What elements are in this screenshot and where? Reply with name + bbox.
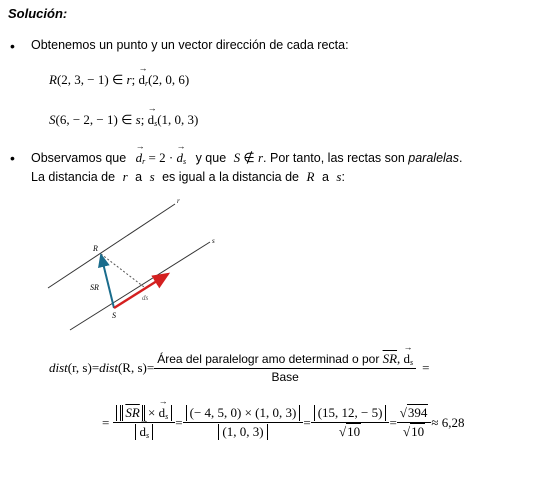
label-r: r <box>177 197 180 205</box>
vector-SR <box>101 255 114 308</box>
parallel-lines-diagram <box>40 192 230 342</box>
equation-r: R(2, 3, − 1) ∈ r; → $d_r(2$, 0, 6) <box>49 72 189 88</box>
vector-ds: → $d_s$ <box>176 150 186 166</box>
label-R: R <box>93 244 98 253</box>
bullet2-text: Observamos que → $d_r = 2$ · → $d_s$ y que S ∉ r. Por tanto, las rectas son paralelas. <box>31 150 463 166</box>
label-s: s <box>212 237 215 245</box>
numeric-fraction-3: $\frac{√394}{√10}$ <box>397 405 432 440</box>
vector-dr: → $d_r$ <box>138 72 148 88</box>
page-title: Solución: <box>8 6 68 21</box>
distance-sentence: La distancia de r a s es igual a la distancia de R a s: <box>31 169 345 184</box>
label-SR: SR <box>90 283 99 292</box>
equation-s: S(6, − 2, − 1) ∈ s; → $d_s(1$, 0, 3) <box>49 112 198 128</box>
distance-formula-2: = $\overline{SR}$ × → $d_s$ → $d_s$ = $\frac{(- 4, 5, 0) \times (1, 0, 3)}{(1, 0, 3)}$ = $\frac{(15, 12, - 5)}{√10}$ = $\frac{√394}{√10}$ ≈ 6,28 <box>102 405 465 440</box>
bullet-marker: • <box>10 150 15 166</box>
bullet1-text: Obtenemos un punto y un vector dirección de cada recta: <box>31 38 349 52</box>
label-S: S <box>112 311 116 320</box>
label-ds: ds <box>142 294 149 302</box>
numeric-fraction-1: $\frac{(- 4, 5, 0) \times (1, 0, 3)}{(1, 0, 3)}$ <box>183 405 304 440</box>
bullet-marker: • <box>10 38 15 54</box>
distance-formula-1: dist (r, s) = dist (R, s) = $\frac{Área del paralelogr amo determinad o por \overline{SR}, \to d_s}{\text{Base}}$ = <box>49 351 430 384</box>
numeric-fraction-2: $\frac{(15, 12, - 5)}{√10}$ <box>311 405 390 440</box>
vector-ds-arrow <box>114 274 168 308</box>
vector-ds: → $d_s$ <box>148 112 158 128</box>
cross-product-fraction: $\overline{SR}$ × → $d_s$ → $d_s$ <box>113 405 175 440</box>
vector-dr: → $d_r$ <box>136 150 146 166</box>
area-over-base-fraction: $\frac{Área del paralelogr amo determinad o por \overline{SR}, \to d_s}{\text{Base}}$ <box>154 351 416 384</box>
